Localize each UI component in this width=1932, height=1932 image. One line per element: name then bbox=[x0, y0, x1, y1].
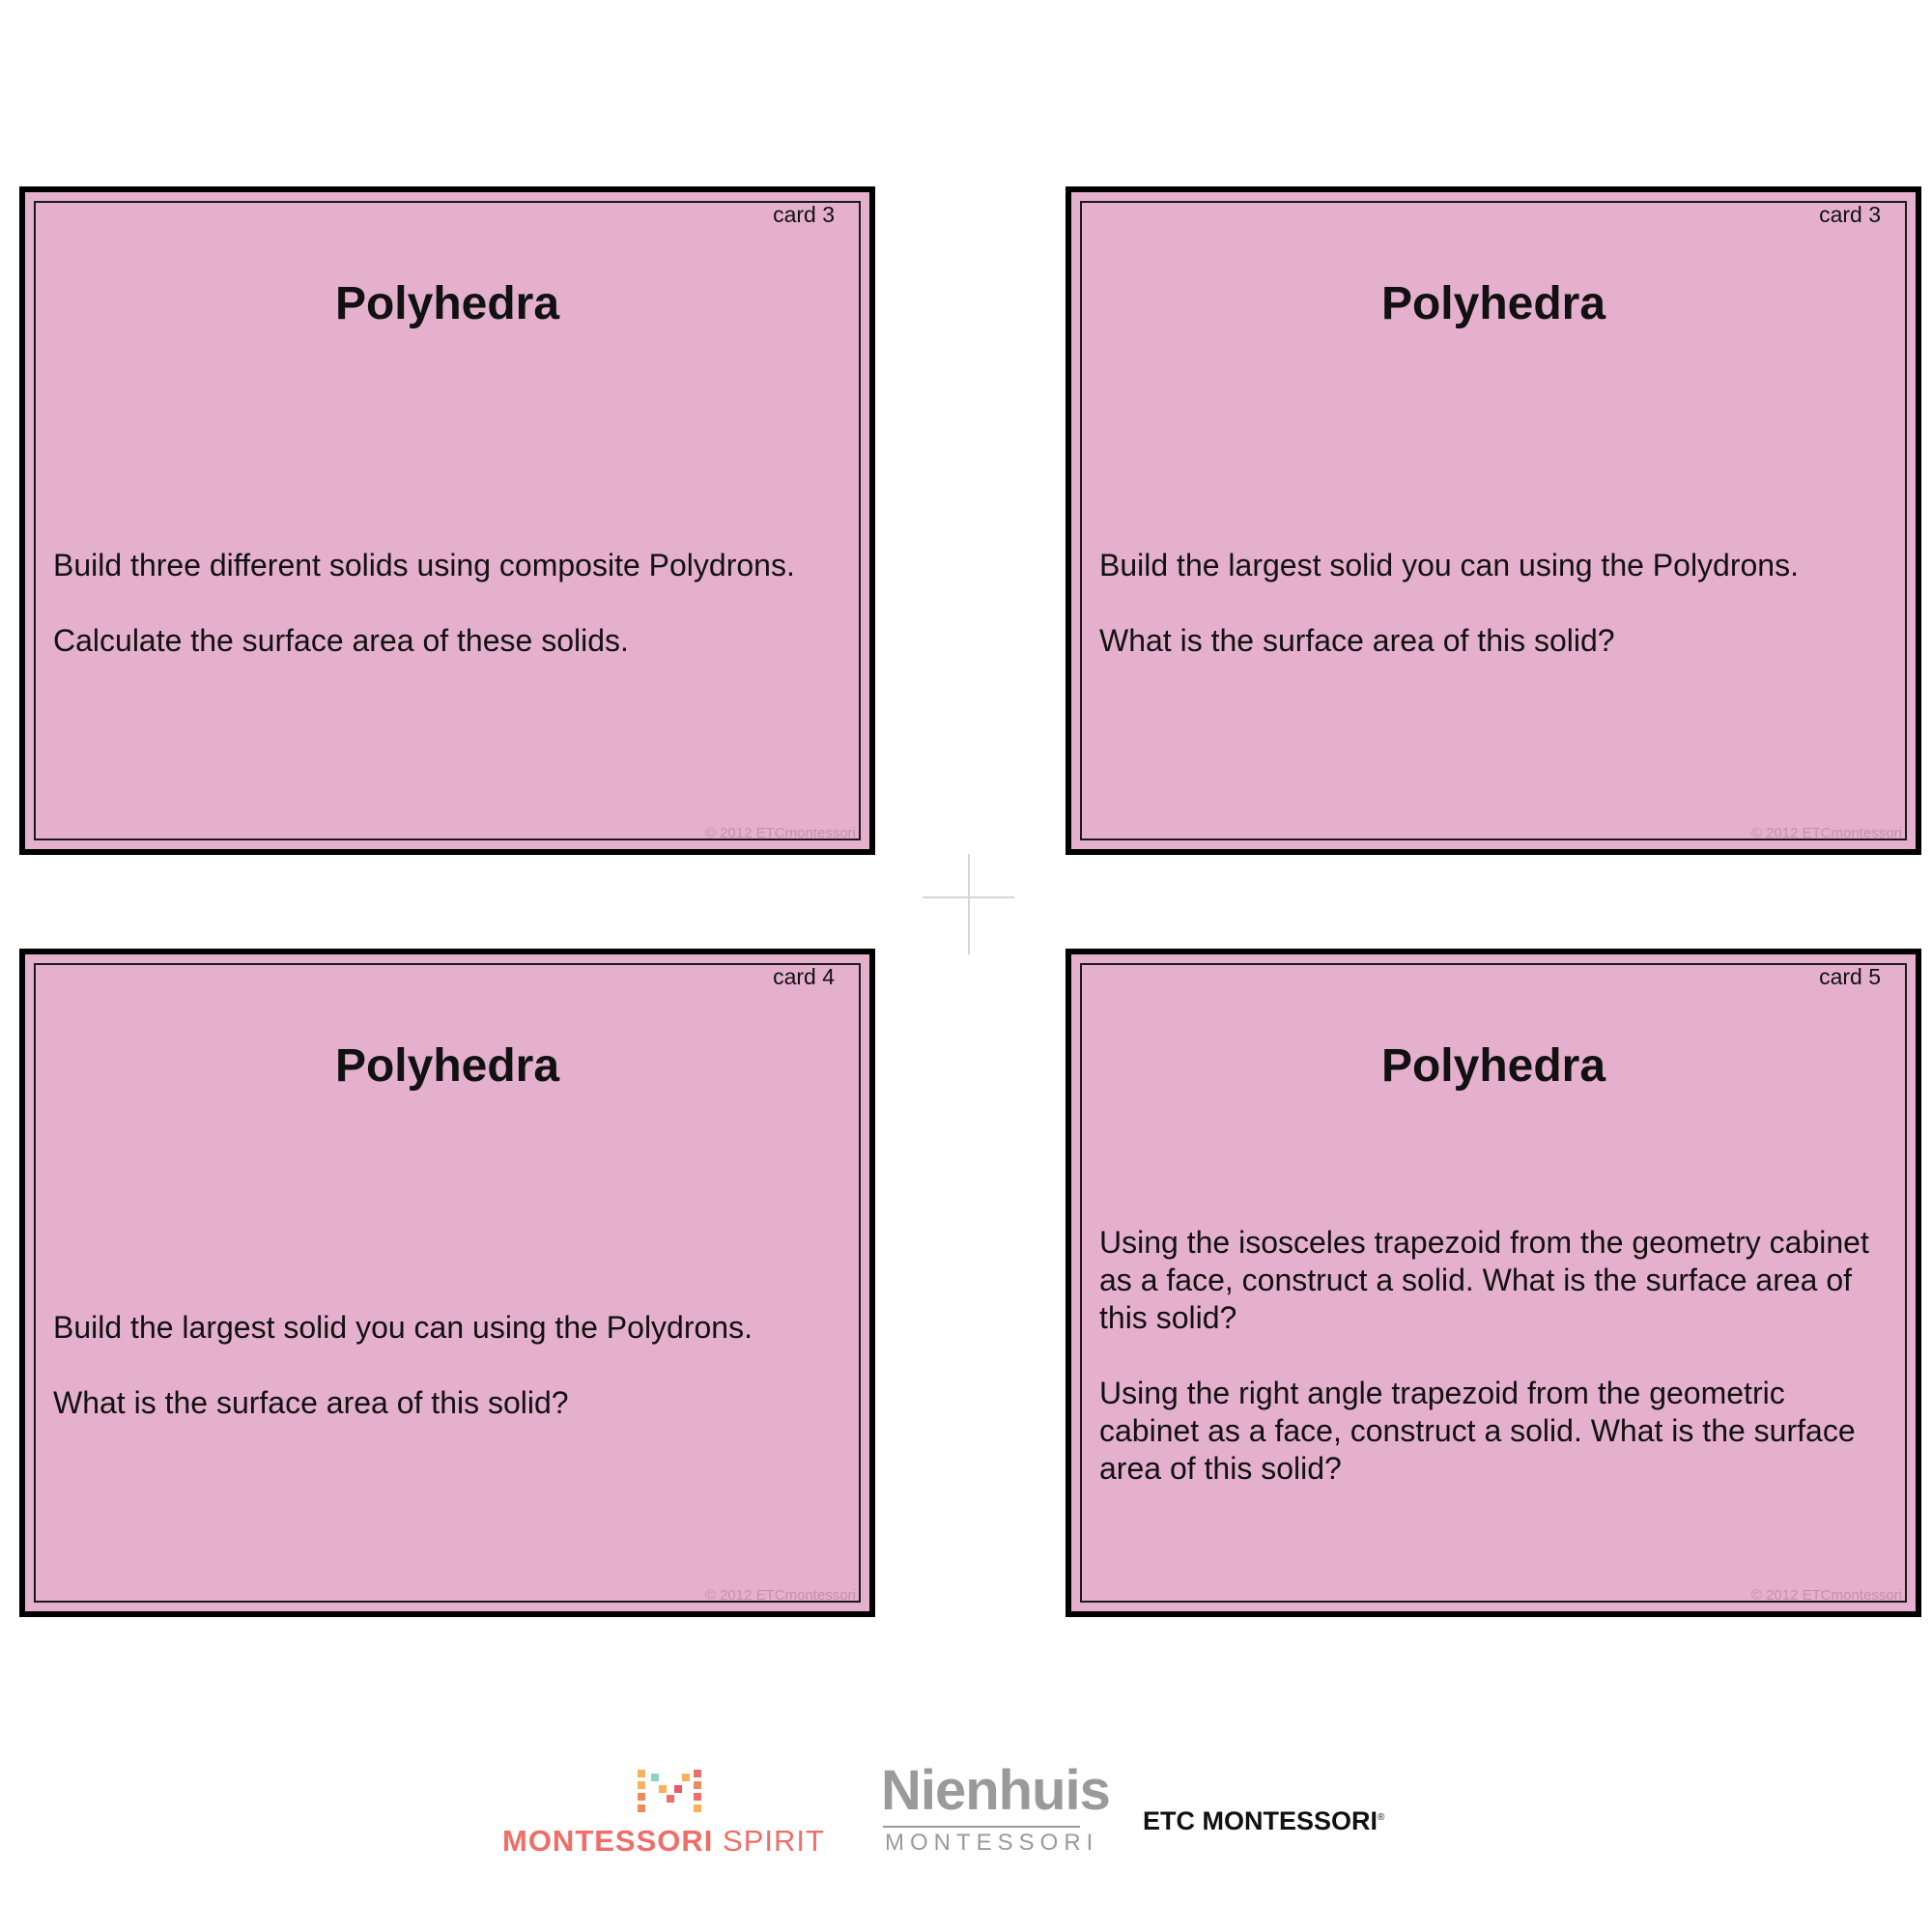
card-instruction-2: What is the surface area of this solid? bbox=[53, 1385, 569, 1420]
montessori-spirit-logo bbox=[502, 1770, 836, 1866]
nienhuis-divider bbox=[883, 1826, 1080, 1828]
card-copyright: © 2012 ETCmontessori bbox=[704, 825, 856, 841]
card-instruction-1: Build three different solids using composite Polydrons. bbox=[53, 548, 795, 582]
card-instruction-2: Calculate the surface area of these solids. bbox=[53, 623, 629, 658]
card-number: card 3 bbox=[1819, 202, 1881, 227]
card-copyright: © 2012 ETCmontessori bbox=[704, 1587, 856, 1604]
card-copyright: © 2012 ETCmontessori bbox=[1750, 1587, 1902, 1604]
nienhuis-subtitle: MONTESSORI bbox=[885, 1830, 1099, 1856]
card-instruction-1: Build the largest solid you can using the Polydrons. bbox=[1099, 548, 1799, 582]
brand-logos bbox=[0, 1758, 1932, 1874]
registered-mark: ® bbox=[1378, 1812, 1385, 1823]
nienhuis-wordmark: Nienhuis bbox=[881, 1759, 1110, 1822]
card-instruction-2: Using the right angle trapezoid from the geometric cabinet as a face, construct a solid. What is the surface area of this solid? bbox=[1099, 1376, 1856, 1486]
card-title: Polyhedra bbox=[334, 1040, 560, 1092]
etc-wordmark: ETC MONTESSORI bbox=[1143, 1806, 1378, 1835]
spirit-wordmark-light: SPIRIT bbox=[713, 1824, 825, 1858]
task-card-3 bbox=[19, 949, 875, 1617]
card-title: Polyhedra bbox=[1380, 278, 1606, 329]
cut-mark-vertical bbox=[968, 854, 970, 954]
card-instructions bbox=[1099, 547, 1892, 697]
task-card-4 bbox=[1065, 949, 1921, 1617]
task-card-2 bbox=[1065, 186, 1921, 855]
card-number: card 5 bbox=[1819, 964, 1881, 989]
card-title: Polyhedra bbox=[334, 278, 560, 329]
card-instructions bbox=[53, 1309, 846, 1460]
card-instructions bbox=[1099, 1224, 1892, 1525]
nienhuis-logo bbox=[881, 1758, 1110, 1874]
card-instructions bbox=[53, 547, 846, 697]
card-instruction-1: Using the isosceles trapezoid from the geometry cabinet as a face, construct a solid. What is the surface area of this solid? bbox=[1099, 1225, 1869, 1335]
montessori-spirit-m-icon bbox=[638, 1770, 701, 1814]
card-instruction-1: Build the largest solid you can using the Polydrons. bbox=[53, 1310, 753, 1345]
card-number: card 3 bbox=[773, 202, 835, 227]
card-instruction-2: What is the surface area of this solid? bbox=[1099, 623, 1615, 658]
spirit-wordmark-bold: MONTESSORI bbox=[502, 1824, 714, 1858]
card-copyright: © 2012 ETCmontessori bbox=[1750, 825, 1902, 841]
card-title: Polyhedra bbox=[1380, 1040, 1606, 1092]
task-card-1 bbox=[19, 186, 875, 855]
card-number: card 4 bbox=[773, 964, 835, 989]
etc-montessori-logo bbox=[1143, 1806, 1384, 1836]
